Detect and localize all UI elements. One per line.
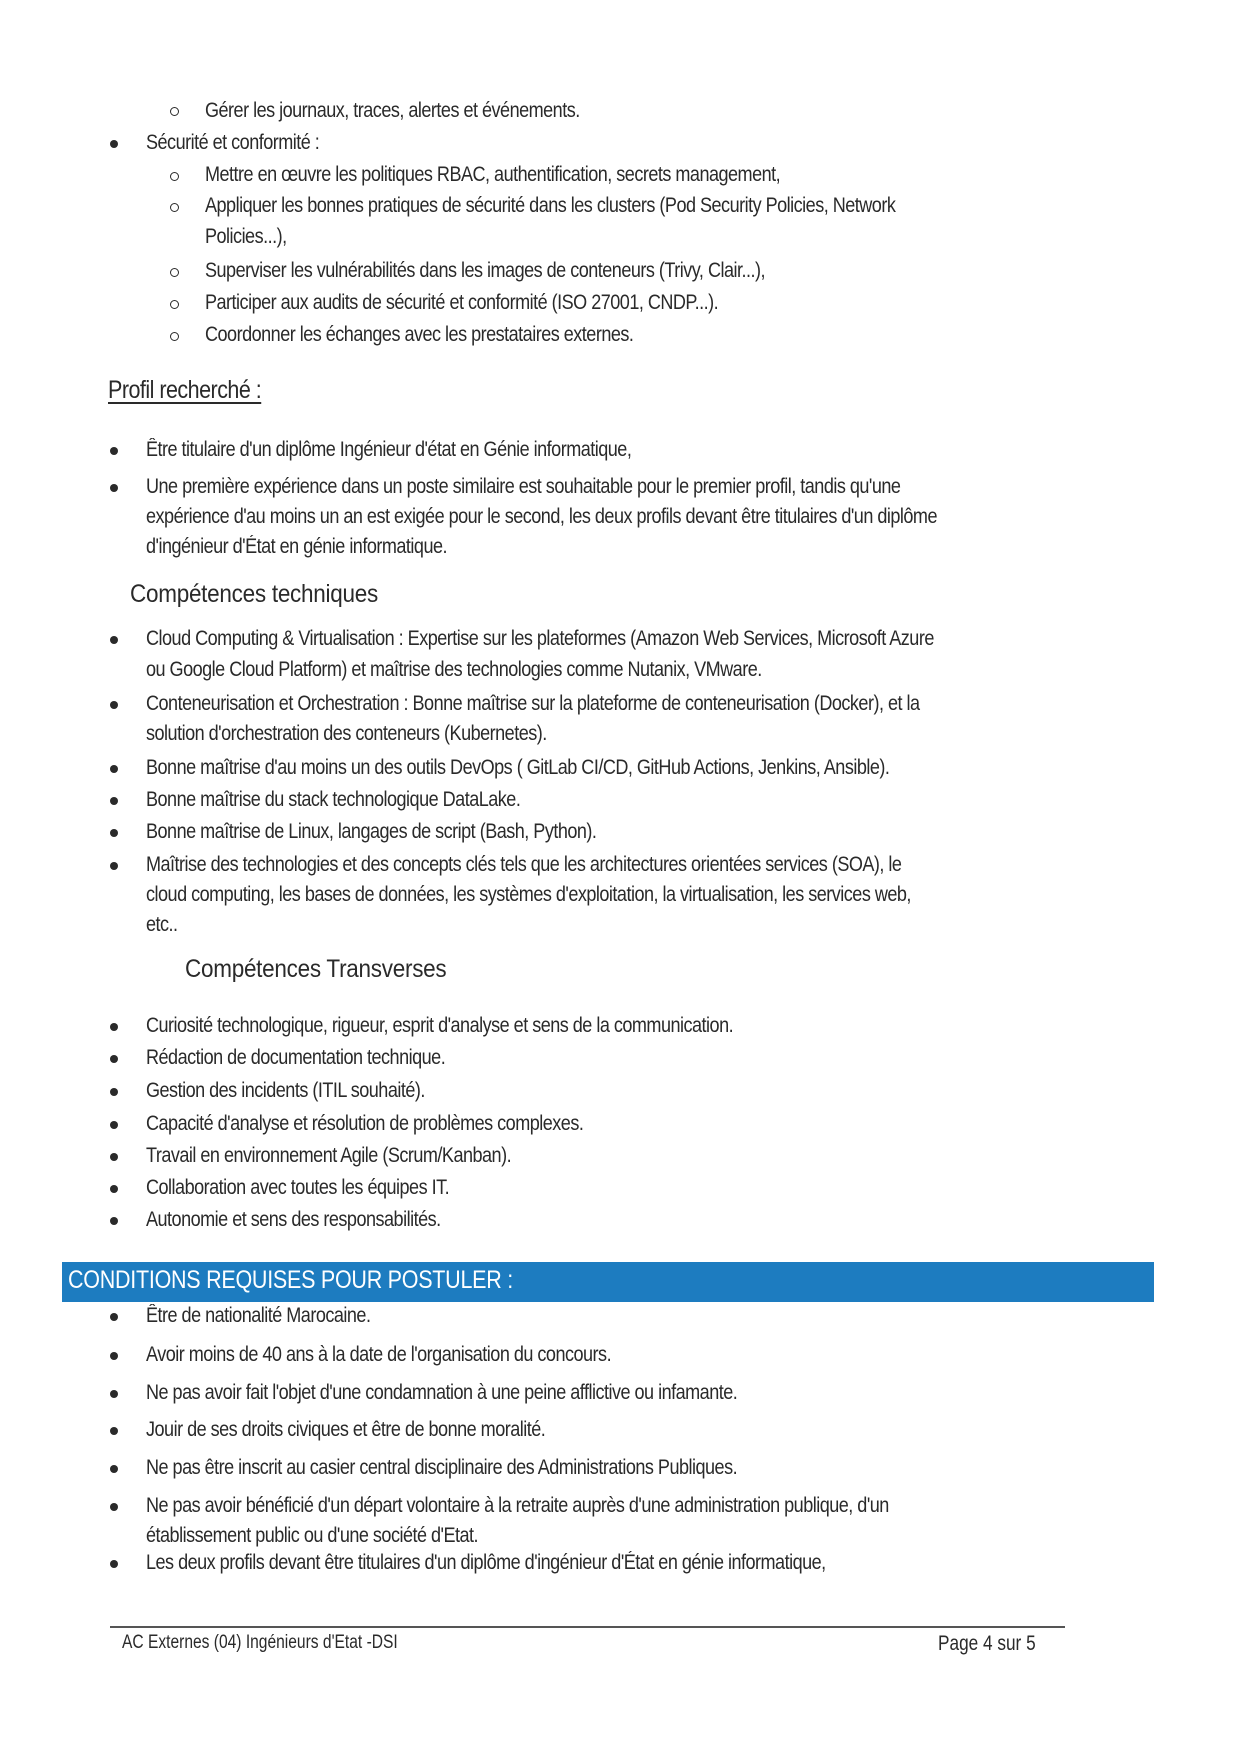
section-heading-profil: Profil recherché : (108, 376, 262, 404)
bullet-icon (110, 1560, 118, 1568)
list-item: Ne pas avoir bénéficié d'un départ volontaire à la retraite auprès d'une administration publique, d'un (146, 1494, 889, 1517)
bullet-icon (110, 1121, 118, 1129)
list-item: Conteneurisation et Orchestration : Bonne maîtrise sur la plateforme de conteneurisation (Docker), et la (146, 692, 920, 715)
bullet-icon (110, 484, 118, 492)
list-subitem: Participer aux audits de sécurité et conformité (ISO 27001, CNDP...). (205, 291, 719, 314)
bullet-icon (110, 829, 118, 837)
section-heading-competences-techniques: Compétences techniques (130, 580, 378, 608)
bullet-icon (110, 1313, 118, 1321)
bullet-icon (110, 1390, 118, 1398)
list-item: Être de nationalité Marocaine. (146, 1304, 371, 1327)
list-item: Ne pas avoir fait l'objet d'une condamnation à une peine afflictive ou infamante. (146, 1381, 738, 1404)
circle-bullet-icon (170, 332, 179, 341)
list-item: Bonne maîtrise de Linux, langages de script (Bash, Python). (146, 820, 597, 843)
bullet-icon (110, 1465, 118, 1473)
bullet-icon (110, 1055, 118, 1063)
list-item: Les deux profils devant être titulaires d'un diplôme d'ingénieur d'État en génie informatique, (146, 1551, 826, 1574)
list-item: Maîtrise des technologies et des concepts clés tels que les architectures orientées services (SOA), le (146, 853, 902, 876)
list-item-cont: établissement public ou d'une société d'Etat. (146, 1524, 479, 1547)
list-item: Être titulaire d'un diplôme Ingénieur d'état en Génie informatique, (146, 438, 632, 461)
list-item: Curiosité technologique, rigueur, esprit d'analyse et sens de la communication. (146, 1014, 734, 1037)
bullet-icon (110, 140, 118, 148)
list-item-cont: solution d'orchestration des conteneurs (Kubernetes). (146, 722, 547, 745)
circle-bullet-icon (170, 268, 179, 277)
list-subitem-cont: Policies...), (205, 225, 287, 248)
bullet-icon (110, 1153, 118, 1161)
section-item-security: Sécurité et conformité : (146, 131, 320, 154)
list-item-cont: expérience d'au moins un an est exigée pour le second, les deux profils devant être titulaires d'un diplôme (146, 505, 937, 528)
circle-bullet-icon (170, 107, 179, 116)
bullet-icon (110, 1427, 118, 1435)
list-subitem: Mettre en œuvre les politiques RBAC, authentification, secrets management, (205, 163, 781, 186)
list-item: Cloud Computing & Virtualisation : Expertise sur les plateformes (Amazon Web Services, Microsoft Azure (146, 627, 934, 650)
circle-bullet-icon (170, 300, 179, 309)
list-item-cont: ou Google Cloud Platform) et maîtrise des technologies comme Nutanix, VMware. (146, 658, 762, 681)
list-item: Une première expérience dans un poste similaire est souhaitable pour le premier profil, tandis qu'une (146, 475, 901, 498)
circle-bullet-icon (170, 203, 179, 212)
list-subitem: Gérer les journaux, traces, alertes et événements. (205, 99, 580, 122)
circle-bullet-icon (170, 172, 179, 181)
bullet-icon (110, 1217, 118, 1225)
list-item-cont: cloud computing, les bases de données, les systèmes d'exploitation, la virtualisation, les services web, (146, 883, 911, 906)
list-item: Jouir de ses droits civiques et être de bonne moralité. (146, 1418, 546, 1441)
bullet-icon (110, 1023, 118, 1031)
list-subitem: Appliquer les bonnes pratiques de sécurité dans les clusters (Pod Security Policies, Network (205, 194, 896, 217)
list-item-cont: d'ingénieur d'État en génie informatique. (146, 535, 448, 558)
bullet-icon (110, 1185, 118, 1193)
footer-page-number: Page 4 sur 5 (938, 1632, 1036, 1655)
bullet-icon (110, 862, 118, 870)
bullet-icon (110, 1352, 118, 1360)
bullet-icon (110, 636, 118, 644)
list-item: Travail en environnement Agile (Scrum/Kanban). (146, 1144, 512, 1167)
list-item: Rédaction de documentation technique. (146, 1046, 446, 1069)
list-item: Autonomie et sens des responsabilités. (146, 1208, 441, 1231)
bullet-icon (110, 797, 118, 805)
bullet-icon (110, 1503, 118, 1511)
bullet-icon (110, 447, 118, 455)
list-item-cont: etc.. (146, 913, 178, 936)
list-item: Bonne maîtrise d'au moins un des outils DevOps ( GitLab CI/CD, GitHub Actions, Jenkins, Ansible). (146, 756, 890, 779)
section-banner-conditions (62, 1262, 1154, 1302)
section-heading-competences-transverses: Compétences Transverses (185, 955, 447, 983)
footer-document-reference: AC Externes (04) Ingénieurs d'Etat -DSI (122, 1632, 398, 1653)
bullet-icon (110, 765, 118, 773)
footer-divider (110, 1626, 1065, 1628)
section-heading-conditions: CONDITIONS REQUISES POUR POSTULER : (68, 1266, 513, 1294)
list-item: Bonne maîtrise du stack technologique DataLake. (146, 788, 521, 811)
list-subitem: Superviser les vulnérabilités dans les images de conteneurs (Trivy, Clair...), (205, 259, 765, 282)
bullet-icon (110, 701, 118, 709)
bullet-icon (110, 1088, 118, 1096)
list-item: Capacité d'analyse et résolution de problèmes complexes. (146, 1112, 584, 1135)
list-item: Ne pas être inscrit au casier central disciplinaire des Administrations Publiques. (146, 1456, 738, 1479)
list-subitem: Coordonner les échanges avec les prestataires externes. (205, 323, 634, 346)
list-item: Avoir moins de 40 ans à la date de l'organisation du concours. (146, 1343, 612, 1366)
list-item: Gestion des incidents (ITIL souhaité). (146, 1079, 425, 1102)
list-item: Collaboration avec toutes les équipes IT. (146, 1176, 450, 1199)
